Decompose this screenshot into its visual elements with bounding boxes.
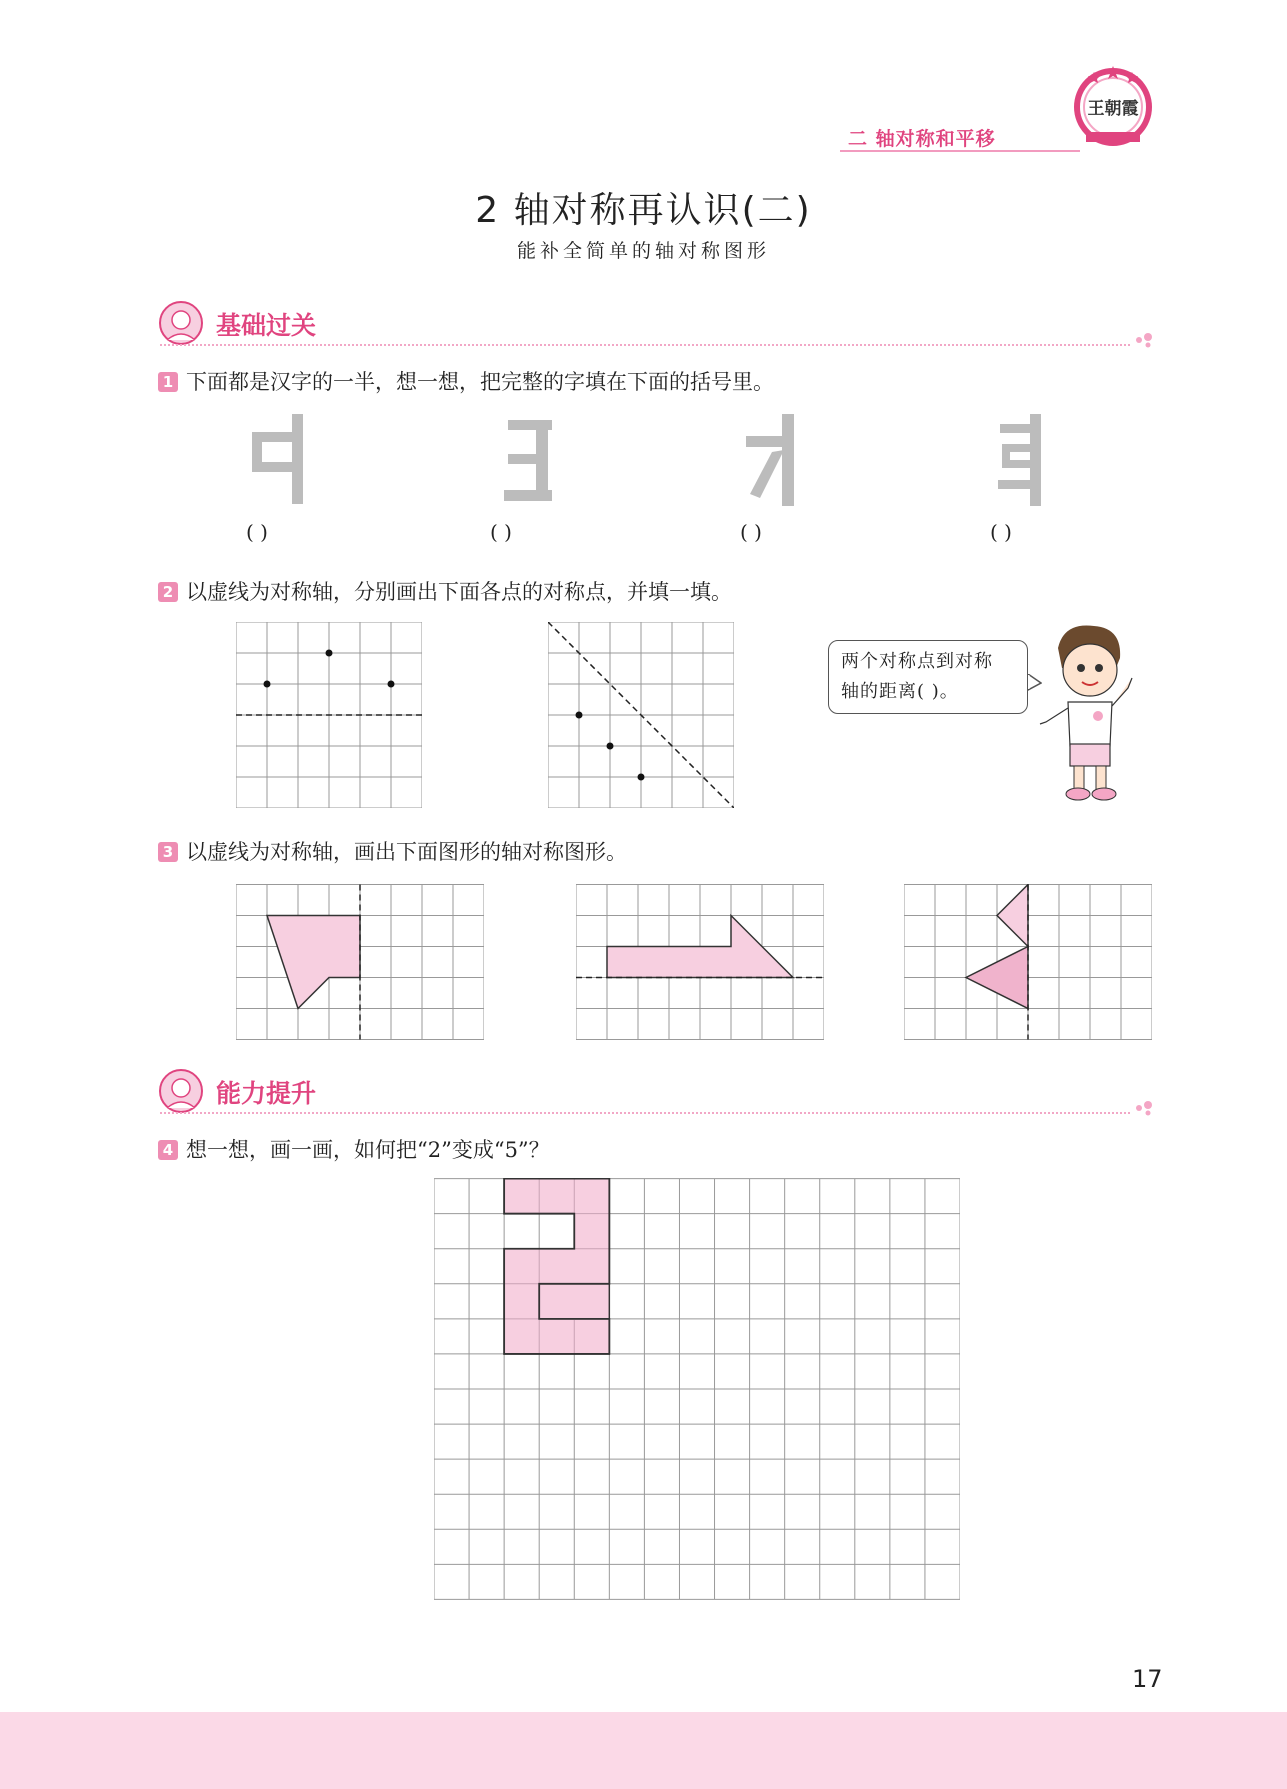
point: [638, 774, 645, 781]
shape: [997, 885, 1028, 947]
grid-q4[interactable]: [434, 1178, 960, 1600]
section-divider-2: [160, 1112, 1130, 1114]
question-number: 3: [158, 842, 178, 862]
point: [326, 650, 333, 657]
decor-dots-icon-2: [1134, 1098, 1160, 1116]
answer-blank-2[interactable]: ( ): [490, 520, 512, 544]
question-text: 想一想，画一画，如何把“2”变成“5”？: [186, 1138, 550, 1162]
chapter-label: 二 轴对称和平移: [848, 128, 996, 150]
half-char-2: [504, 420, 552, 501]
page-number: 17: [1132, 1665, 1163, 1693]
speech-bubble: [828, 640, 1028, 714]
question-4: [158, 1134, 550, 1164]
brand-logo: [1072, 64, 1154, 146]
question-number: 4: [158, 1140, 178, 1160]
page-title: 2 轴对称再认识(二): [475, 190, 812, 231]
grid-q3-2[interactable]: [576, 884, 824, 1040]
question-text: 以虚线为对称轴，画出下面图形的轴对称图形。: [186, 840, 627, 864]
chapter-underline: [840, 150, 1080, 152]
page-subtitle: 能补全简单的轴对称图形: [516, 240, 770, 262]
shape: [267, 916, 360, 1009]
question-number: 2: [158, 582, 178, 602]
half-char-1: [292, 414, 303, 504]
digit-2-shape: [504, 1179, 609, 1354]
question-text: 下面都是汉字的一半，想一想，把完整的字填在下面的括号里。: [186, 370, 774, 394]
half-characters: [240, 414, 1060, 514]
point: [264, 681, 271, 688]
answer-blank-1[interactable]: ( ): [246, 520, 268, 544]
point: [576, 712, 583, 719]
grid-q3-1[interactable]: [236, 884, 484, 1040]
question-number: 1: [158, 372, 178, 392]
svg-text:王朝霞: 王朝霞: [1087, 99, 1139, 119]
section-mascot-icon: [158, 300, 204, 346]
bubble-line-2[interactable]: 轴的距离( )。: [841, 681, 959, 702]
answer-blank-4[interactable]: ( ): [990, 520, 1012, 544]
half-char-4: [998, 414, 1041, 506]
footer-band: [0, 1712, 1287, 1789]
decor-dots-icon: [1134, 330, 1160, 348]
answer-blank-3[interactable]: ( ): [740, 520, 762, 544]
point: [607, 743, 614, 750]
section-basic-title: 基础过关: [216, 311, 317, 340]
section-mascot-icon-2: [158, 1068, 204, 1114]
half-char-3: [746, 414, 794, 506]
bubble-line-1: 两个对称点到对称: [841, 651, 993, 672]
question-text: 以虚线为对称轴，分别画出下面各点的对称点，并填一填。: [186, 580, 732, 604]
grid-q3-3[interactable]: [904, 884, 1152, 1040]
grid-q2-right[interactable]: [548, 622, 734, 808]
question-3: [158, 836, 627, 866]
question-2: [158, 576, 732, 606]
section-divider: [160, 344, 1130, 346]
section-advanced-title: 能力提升: [216, 1079, 317, 1108]
grid-q2-left[interactable]: [236, 622, 422, 808]
question-1: [158, 366, 774, 396]
boy-illustration-icon: [1036, 618, 1140, 804]
point: [388, 681, 395, 688]
